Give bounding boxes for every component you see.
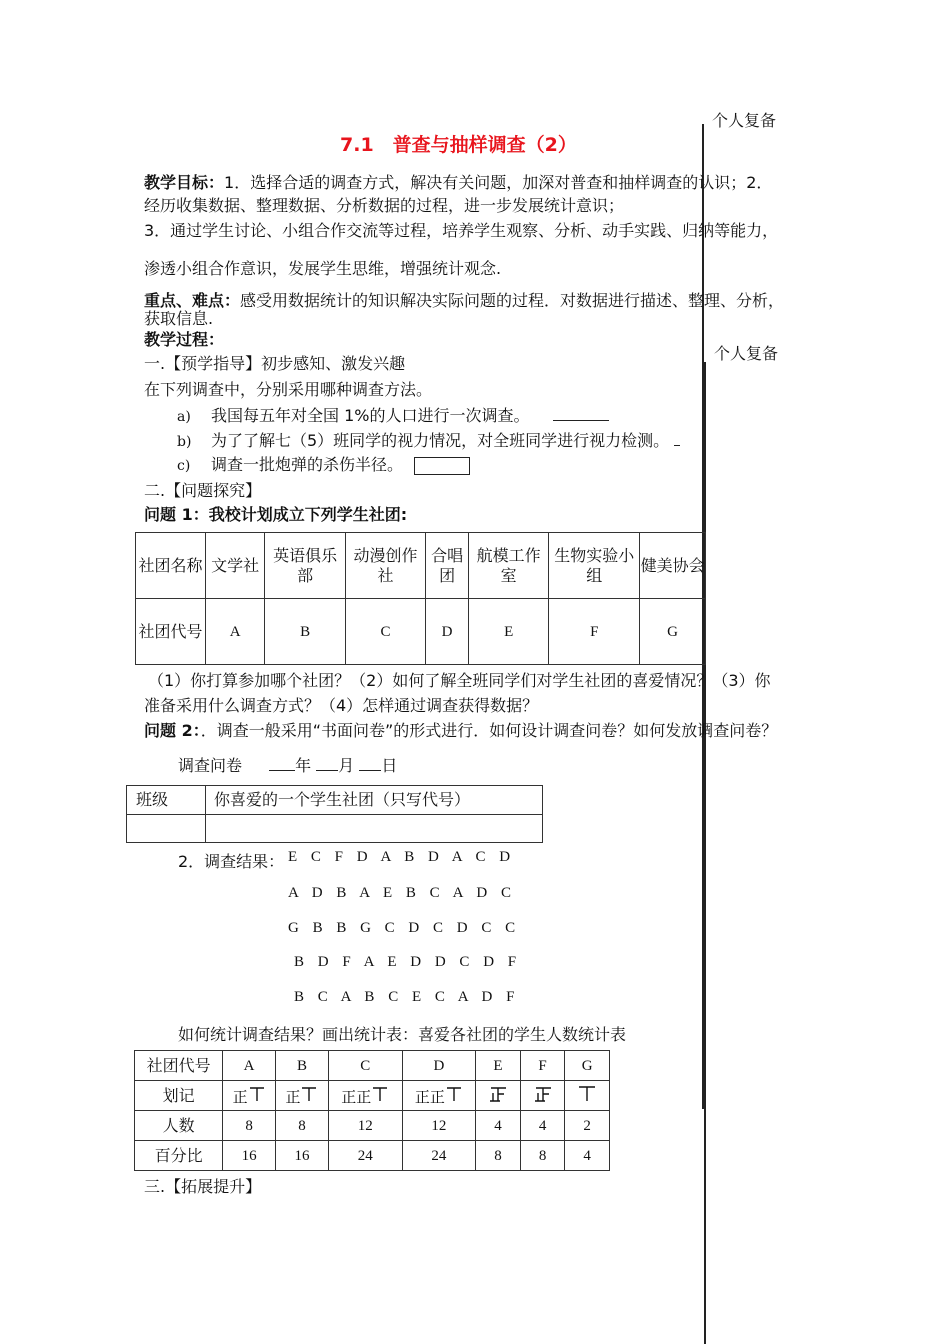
club-name-cell: 航模工作室 <box>468 533 548 599</box>
section1-heading: 一.【预学指导】初步感知、激发兴趣 <box>144 354 406 373</box>
tally-mark: 正正 <box>414 1088 445 1106</box>
item-c-text: 调查一批炮弹的杀伤半径。 <box>211 455 404 474</box>
tally-cell <box>328 1081 402 1111</box>
item-c <box>177 452 470 475</box>
stat-header-code: 社团代号 <box>135 1051 223 1081</box>
keypoints-text-1: 感受用数据统计的知识解决实际问题的过程．对数据进行描述、整理、分析， <box>240 291 785 310</box>
item-a-answer-blank[interactable] <box>553 406 609 421</box>
clubs-table <box>135 532 706 665</box>
day-label: 日 <box>381 756 398 775</box>
question-1-line2: 准备采用什么调查方式？（4）怎样通过调查获得数据？ <box>144 696 539 715</box>
tally-four-icon <box>488 1083 508 1103</box>
objectives-line1 <box>144 170 772 193</box>
club-name-cell: 文学社 <box>205 533 265 599</box>
keypoints-label: 重点、难点： <box>144 291 241 310</box>
objectives-label: 教学目标： <box>144 173 225 192</box>
tally-partial-icon <box>371 1084 389 1102</box>
result-row-2: A D B A E B C A D C <box>288 885 516 901</box>
club-code-cell: E <box>468 599 548 665</box>
tally-partial-icon <box>248 1084 266 1102</box>
section2-heading: 二.【问题探究】 <box>144 481 262 500</box>
count-cell: 4 <box>476 1111 521 1141</box>
club-code-cell: F <box>549 599 640 665</box>
results-label: 2．调查结果： <box>178 852 285 871</box>
club-code-cell: G <box>640 599 706 665</box>
stat-question: 如何统计调查结果？画出统计表：喜爱各社团的学生人数统计表 <box>178 1025 627 1044</box>
section3-heading: 三.【拓展提升】 <box>144 1177 262 1196</box>
tally-partial-icon <box>445 1084 463 1102</box>
item-c-mark: c) <box>177 458 191 474</box>
stat-count-label: 人数 <box>135 1111 223 1141</box>
tally-mark: 正正 <box>341 1088 372 1106</box>
clubs-row2-header: 社团代号 <box>136 599 206 665</box>
clubs-row1-header: 社团名称 <box>136 533 206 599</box>
process-label: 教学过程： <box>144 330 225 349</box>
result-row-3: G B B G C D C D C C <box>288 920 521 936</box>
stat-table <box>134 1050 610 1171</box>
percent-cell: 24 <box>402 1141 476 1171</box>
stat-tally-label: 划记 <box>135 1081 223 1111</box>
percent-cell: 8 <box>476 1141 521 1171</box>
objectives-line3: 3．通过学生讨论、小组合作交流等过程，培养学生观察、分析、动手实践、归纳等能力， <box>144 221 779 240</box>
year-label: 年 <box>295 756 312 775</box>
stat-percent-label: 百分比 <box>135 1141 223 1171</box>
question-1: 问题 1：我校计划成立下列学生社团: <box>144 505 408 524</box>
tally-cell <box>402 1081 476 1111</box>
result-row-5: B C A B C E C A D F <box>294 989 520 1005</box>
tally-mark: 正 <box>232 1088 248 1106</box>
tally-cell <box>276 1081 329 1111</box>
club-name-cell: 健美协会 <box>640 533 706 599</box>
club-code-cell: B <box>265 599 345 665</box>
questionnaire-title: 调查问卷 <box>178 756 243 775</box>
tally-partial-icon <box>300 1084 318 1102</box>
questionnaire-col-club: 你喜爱的一个学生社团（只写代号） <box>206 786 543 815</box>
item-c-answer-box[interactable] <box>414 457 470 475</box>
count-cell: 8 <box>223 1111 276 1141</box>
item-b-text: 为了了解七（5）班同学的视力情况，对全班同学进行视力检测。 <box>211 431 670 450</box>
objectives-line2: 经历收集数据、整理数据、分析数据的过程，进一步发展统计意识； <box>144 196 625 215</box>
question-2-label: 问题 2： <box>144 721 201 740</box>
page-title: 7.1 普查与抽样调查（2） <box>340 134 577 156</box>
stat-header-cell: C <box>328 1051 402 1081</box>
month-blank[interactable] <box>316 756 338 771</box>
club-code-cell: D <box>426 599 469 665</box>
question-1-line1: （1）你打算参加哪个社团？（2）如何了解全班同学们对学生社团的喜爱情况？（3）你 <box>148 671 771 690</box>
questionnaire-table <box>126 785 543 843</box>
result-row-1: E C F D A B D A C D <box>288 849 516 865</box>
club-name-cell: 生物实验小组 <box>549 533 640 599</box>
item-a-text: 我国每五年对全国 1%的人口进行一次调查。 <box>211 406 530 425</box>
section1-intro: 在下列调查中，分别采用哪种调查方法。 <box>144 380 433 399</box>
day-blank[interactable] <box>359 756 381 771</box>
item-b <box>177 428 680 451</box>
tally-cell <box>520 1081 565 1111</box>
club-code-cell: A <box>205 599 265 665</box>
item-a <box>177 403 609 426</box>
tally-two-icon <box>577 1083 597 1103</box>
count-cell: 8 <box>276 1111 329 1141</box>
year-blank[interactable] <box>269 756 295 771</box>
item-a-mark: a) <box>177 409 191 425</box>
tally-cell <box>565 1081 610 1111</box>
percent-cell: 24 <box>328 1141 402 1171</box>
club-name-cell: 合唱团 <box>426 533 469 599</box>
club-name-cell: 英语俱乐部 <box>265 533 345 599</box>
question-2 <box>144 718 777 741</box>
percent-cell: 4 <box>565 1141 610 1171</box>
item-b-answer-blank[interactable] <box>674 431 680 446</box>
stat-header-cell: E <box>476 1051 521 1081</box>
questionnaire-heading <box>178 753 397 776</box>
count-cell: 2 <box>565 1111 610 1141</box>
keypoints-line2: 获取信息. <box>144 309 214 328</box>
percent-cell: 16 <box>223 1141 276 1171</box>
tally-cell <box>476 1081 521 1111</box>
stat-header-cell: B <box>276 1051 329 1081</box>
tally-four-icon <box>533 1083 553 1103</box>
stat-header-cell: F <box>520 1051 565 1081</box>
tally-cell <box>223 1081 276 1111</box>
objectives-line4: 渗透小组合作意识，发展学生思维，增强统计观念. <box>144 259 502 278</box>
objectives-text-1: 1．选择合适的调查方式，解决有关问题，加深对普查和抽样调查的认识；2． <box>224 173 773 192</box>
question-2-text: ．调查一般采用“书面问卷”的形式进行．如何设计调查问卷？如何发放调查问卷？ <box>200 721 778 740</box>
item-b-mark: b) <box>177 434 192 450</box>
tally-mark: 正 <box>285 1088 301 1106</box>
margin-note-2: 个人复备 <box>714 344 779 363</box>
count-cell: 12 <box>402 1111 476 1141</box>
count-cell: 12 <box>328 1111 402 1141</box>
margin-rule-lower <box>704 362 706 1344</box>
count-cell: 4 <box>520 1111 565 1141</box>
club-name-cell: 动漫创作社 <box>345 533 425 599</box>
percent-cell: 16 <box>276 1141 329 1171</box>
month-label: 月 <box>338 756 355 775</box>
margin-note-1: 个人复备 <box>712 111 777 130</box>
result-row-4: B D F A E D D C D F <box>294 954 522 970</box>
keypoints-line1 <box>144 288 784 311</box>
stat-header-cell: G <box>565 1051 610 1081</box>
questionnaire-club-input[interactable] <box>206 815 543 843</box>
stat-header-cell: D <box>402 1051 476 1081</box>
stat-header-cell: A <box>223 1051 276 1081</box>
club-code-cell: C <box>345 599 425 665</box>
questionnaire-col-class: 班级 <box>127 786 206 815</box>
percent-cell: 8 <box>520 1141 565 1171</box>
questionnaire-class-input[interactable] <box>127 815 206 843</box>
